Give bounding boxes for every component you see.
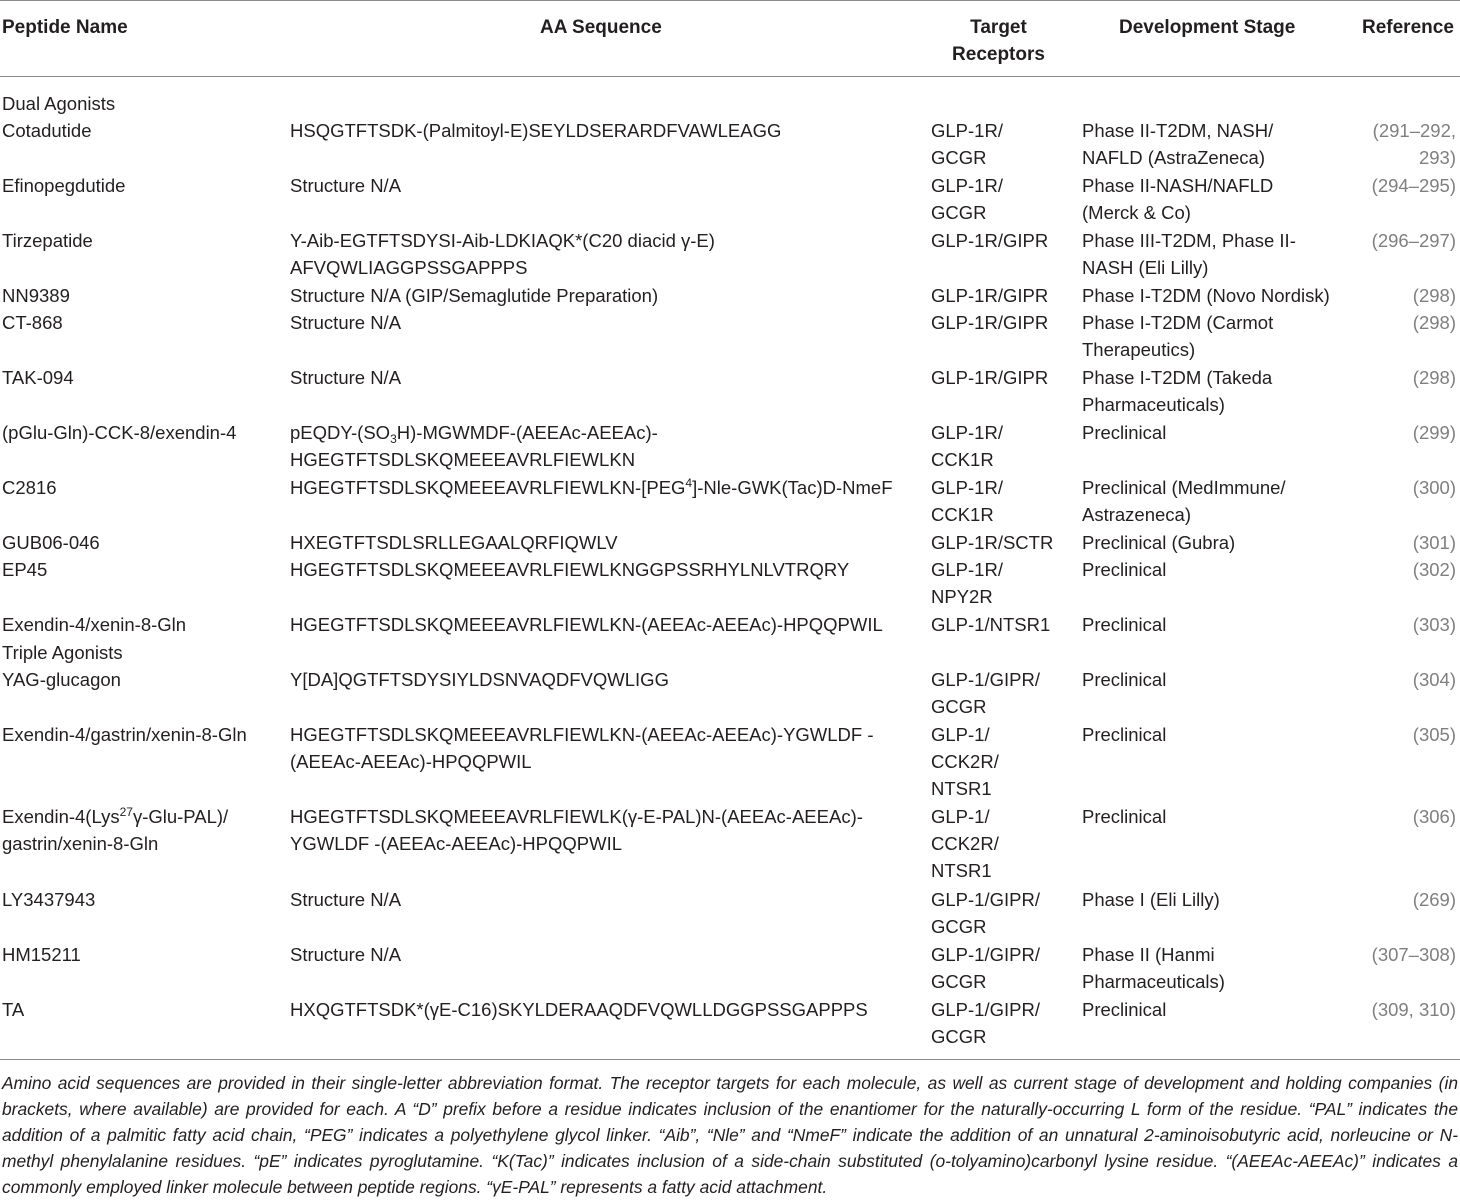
header-target-line-2: Receptors [952,44,1045,65]
development-stage: Preclinical (MedImmune/ Astrazeneca) [1082,477,1286,525]
development-stage: Phase II (Hanmi Pharmaceuticals) [1082,944,1225,992]
header-rule [0,76,1460,77]
aa-sequence: pEQDY-$(SO_3H)-MGWMDF-(AEEAc-AEEAc)-$ HGEGTFTSDLSKQMEEEAVRLFIEWLKN [290,422,658,470]
section-triple-agonists: Triple Agonists [2,642,123,663]
aa-sequence: Y-Aib-EGTFTSDYSI-Aib-LDKIAQK*(C20 diacid γ-E) AFVQWLIAGGPSSGAPPPS [290,230,715,278]
table-footnote: Amino acid sequences are provided in their single-letter abbreviation format. The receptor targets for each molecule, as well as current stage of development and holding companies (in brackets, where available) are provided for each. A “D” prefix before a residue indicates inclusion of the enantiomer for the naturally-occurring L form of the residue. “PAL” indicates the addition of a palmitic fatty acid chain, “PEG” indicates a polyethylene glycol linker. “Aib”, “Nle” and “NmeF” indicate the addition of an unnatural 2-aminoisobutyric acid, norleucine or N-methyl phenylalanine residues. “pE” indicates pyroglutamine. “K(Tac)” indicates inclusion of a side-chain substituted (o-tolyamino)carbonyl lysine residue. “(AEEAc-AEEAc)” indicates a commonly employed linker molecule between peptide regions. “γE-PAL” represents a fatty acid attachment. [2,1073,1458,1197]
aa-sequence: Structure N/A [290,175,402,196]
header-target-line-1: Target [970,17,1027,38]
peptide-name: GUB06-046 [2,532,100,553]
aa-sequence: HGEGTFTSDLSKQMEEEAVRLFIEWLKN-(AEEAc-AEEAc)-HPQQPWIL [290,614,883,635]
bottom-rule [0,1059,1460,1060]
peptide-name: Exendin-4/xenin-8-Gln [2,614,187,635]
peptide-name: HM15211 [2,944,81,965]
development-stage: Preclinical [1082,559,1167,580]
peptide-name: Tirzepatide [2,230,93,251]
development-stage: Phase I-T2DM (Takeda Pharmaceuticals) [1082,367,1273,415]
peptide-name: Efinopegdutide [2,175,126,196]
target-receptors: GLP-1R/GIPR [931,312,1049,333]
peptide-name: C2816 [2,477,57,498]
development-stage: Preclinical [1082,614,1167,635]
reference: (302) [1412,559,1456,580]
target-receptors: GLP-1/GIPR/ GCGR [931,999,1040,1047]
reference: (309, 310) [1371,999,1456,1020]
target-receptors: GLP-1/GIPR/ GCGR [931,669,1040,717]
reference: (269) [1412,889,1456,910]
aa-sequence: Structure N/A [290,312,402,333]
reference: (304) [1412,669,1456,690]
reference: (291–292, 293) [1372,120,1456,168]
reference: (298) [1412,285,1456,306]
peptide-name: TAK-094 [2,367,74,388]
target-receptors: GLP-1R/GIPR [931,367,1049,388]
reference: (299) [1412,422,1456,443]
target-receptors: GLP-1R/ CCK1R [931,477,1003,525]
aa-sequence: HGEGTFTSDLSKQMEEEAVRLFIEWLKN-[PEG$^4$]-Nle-GWK(Tac)D-NmeF [290,476,893,498]
aa-sequence: HGEGTFTSDLSKQMEEEAVRLFIEWLKN-(AEEAc-AEEAc)-YGWLDF - (AEEAc-AEEAc)-HPQQPWIL [290,724,874,772]
header-peptide-name: Peptide Name [2,17,128,38]
peptide-name: Exendin-4(Lys$^{27}$γ-Glu-PAL)/ gastrin/xenin-8-Gln [2,805,229,854]
development-stage: Preclinical (Gubra) [1082,532,1236,553]
reference: (298) [1412,312,1456,333]
development-stage: Phase II-T2DM, NASH/ NAFLD (AstraZeneca) [1082,120,1274,168]
target-receptors: GLP-1/ CCK2R/ NTSR1 [931,724,999,799]
target-receptors: GLP-1/NTSR1 [931,614,1051,635]
header-reference: Reference [1362,17,1454,38]
development-stage: Preclinical [1082,669,1167,690]
development-stage: Preclinical [1082,999,1167,1020]
peptide-name: Cotadutide [2,120,92,141]
development-stage: Phase III-T2DM, Phase II- NASH (Eli Lilly) [1082,230,1296,278]
header-aa-sequence: AA Sequence [540,17,662,38]
development-stage: Preclinical [1082,806,1167,827]
peptide-name: TA [2,999,25,1020]
reference: (294–295) [1371,175,1456,196]
aa-sequence: HXQGTFTSDK*(γE-C16)SKYLDERAAQDFVQWLLDGGPSSGAPPPS [290,999,868,1020]
peptide-name: YAG-glucagon [2,669,121,690]
target-receptors: GLP-1R/GIPR [931,285,1049,306]
aa-sequence: HGEGTFTSDLSKQMEEEAVRLFIEWLK(γ-E-PAL)N-(AEEAc-AEEAc)- YGWLDF -(AEEAc-AEEAc)-HPQQPWIL [290,806,863,854]
reference: (298) [1412,367,1456,388]
aa-sequence: Structure N/A [290,889,402,910]
aa-sequence: HSQGTFTSDK-(Palmitoyl-E)SEYLDSERARDFVAWLEAGG [290,120,782,141]
development-stage: Phase II-NASH/NAFLD (Merck & Co) [1082,175,1274,223]
development-stage: Phase I-T2DM (Novo Nordisk) [1082,285,1330,306]
peptide-name: Exendin-4/gastrin/xenin-8-Gln [2,724,247,745]
aa-sequence: Structure N/A (GIP/Semaglutide Preparation) [290,285,659,306]
top-rule [0,0,1460,1]
aa-sequence: Structure N/A [290,367,402,388]
aa-sequence: HGEGTFTSDLSKQMEEEAVRLFIEWLKNGGPSSRHYLNLVTRQRY [290,559,850,580]
reference: (307–308) [1371,944,1456,965]
target-receptors: GLP-1R/ GCGR [931,175,1003,223]
development-stage: Phase I (Eli Lilly) [1082,889,1220,910]
aa-sequence: Y[DA]QGTFTSDYSIYLDSNVAQDFVQWLIGG [290,669,669,690]
section-dual-agonists: Dual Agonists [2,93,116,114]
peptide-name: EP45 [2,559,48,580]
target-receptors: GLP-1R/ GCGR [931,120,1003,168]
reference: (301) [1412,532,1456,553]
target-receptors: GLP-1/GIPR/ GCGR [931,889,1040,937]
reference: (296–297) [1371,230,1456,251]
development-stage: Phase I-T2DM (Carmot Therapeutics) [1082,312,1274,360]
target-receptors: GLP-1R/SCTR [931,532,1054,553]
reference: (305) [1412,724,1456,745]
target-receptors: GLP-1/ CCK2R/ NTSR1 [931,806,999,881]
development-stage: Preclinical [1082,422,1167,443]
reference: (306) [1412,806,1456,827]
peptide-name: LY3437943 [2,889,96,910]
reference: (303) [1412,614,1456,635]
peptide-name: (pGlu-Gln)-CCK-8/exendin-4 [2,422,237,443]
aa-sequence: Structure N/A [290,944,402,965]
target-receptors: GLP-1/GIPR/ GCGR [931,944,1040,992]
header-target-receptors [946,14,1051,68]
peptide-name: CT-868 [2,312,63,333]
target-receptors: GLP-1R/ NPY2R [931,559,1003,607]
peptide-name: NN9389 [2,285,70,306]
header-development-stage: Development Stage [1119,17,1296,38]
target-receptors: GLP-1R/GIPR [931,230,1049,251]
target-receptors: GLP-1R/ CCK1R [931,422,1003,470]
aa-sequence: HXEGTFTSDLSRLLEGAALQRFIQWLV [290,532,618,553]
development-stage: Preclinical [1082,724,1167,745]
reference: (300) [1412,477,1456,498]
